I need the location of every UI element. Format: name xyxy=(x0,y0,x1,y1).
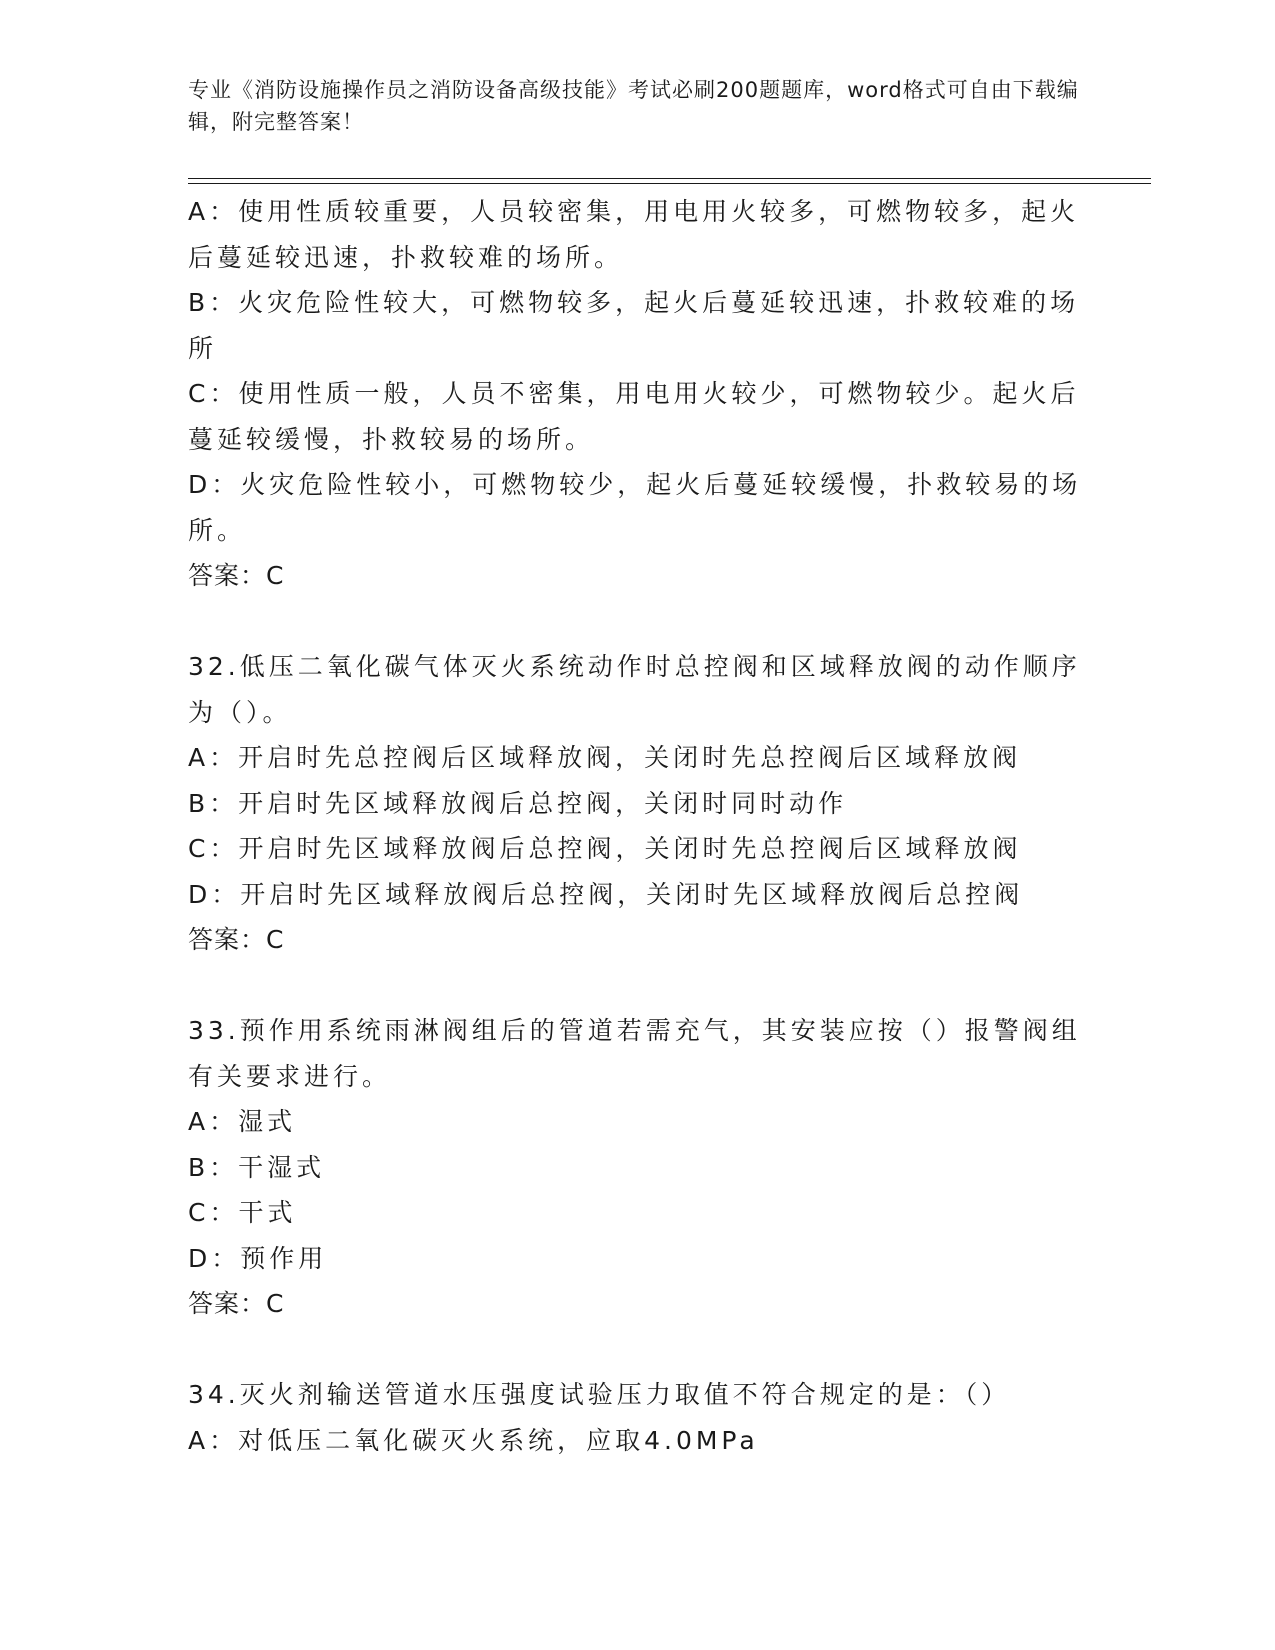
question-32 xyxy=(188,644,1088,963)
q33-option-b: B：干湿式 xyxy=(188,1152,326,1182)
q32-option-d: D：开启时先区域释放阀后总控阀，关闭时先区域释放阀后总控阀 xyxy=(188,879,1024,909)
q31-option-d-line2: 所。 xyxy=(188,515,247,545)
q33-option-d: D：预作用 xyxy=(188,1243,328,1273)
header-rule-top xyxy=(188,178,1151,179)
question-spacer xyxy=(188,1327,1088,1373)
q33-stem-line2: 有关要求进行。 xyxy=(188,1061,392,1091)
q31-option-a-line2: 后蔓延较迅速，扑救较难的场所。 xyxy=(188,242,624,272)
question-34 xyxy=(188,1372,1088,1463)
q33-option-a: A：湿式 xyxy=(188,1107,297,1136)
q32-stem-line1: 32.低压二氧化碳气体灭火系统动作时总控阀和区域释放阀的动作顺序 xyxy=(188,652,1081,681)
q31-option-d-line1: D：火灾危险性较小，可燃物较少，起火后蔓延较缓慢，扑救较易的场 xyxy=(188,470,1082,499)
q32-option-a: A：开启时先总控阀后区域释放阀，关闭时先总控阀后区域释放阀 xyxy=(188,743,1022,772)
q32-stem-line2: 为（）。 xyxy=(188,697,292,727)
header-rule-bottom xyxy=(188,183,1151,184)
q32-option-c: C：开启时先区域释放阀后总控阀，关闭时先总控阀后区域释放阀 xyxy=(188,834,1022,863)
q33-stem-line1: 33.预作用系统雨淋阀组后的管道若需充气，其安装应按（）报警阀组 xyxy=(188,1016,1081,1045)
question-spacer xyxy=(188,599,1088,645)
q32-answer: 答案：C xyxy=(188,925,285,954)
q34-stem: 34.灭火剂输送管道水压强度试验压力取值不符合规定的是：（） xyxy=(188,1380,1011,1409)
q31-option-a-line1: A：使用性质较重要，人员较密集，用电用火较多，可燃物较多，起火 xyxy=(188,197,1080,226)
page-header-title: 专业《消防设施操作员之消防设备高级技能》考试必刷200题题库，word格式可自由下载编辑，附完整答案！ xyxy=(188,78,1079,134)
q33-option-c: C：干式 xyxy=(188,1198,297,1227)
question-33 xyxy=(188,1008,1088,1327)
question-spacer xyxy=(188,963,1088,1009)
q31-option-b-line2: 所 xyxy=(188,333,218,363)
document-body xyxy=(188,189,1088,1463)
q31-answer: 答案：C xyxy=(188,561,285,590)
q31-option-c-line2: 蔓延较缓慢，扑救较易的场所。 xyxy=(188,424,595,454)
q33-answer: 答案：C xyxy=(188,1289,285,1318)
q34-option-a: A：对低压二氧化碳灭火系统，应取4.0MPa xyxy=(188,1425,759,1455)
question-31-continued xyxy=(188,189,1088,599)
q31-option-c-line1: C：使用性质一般，人员不密集，用电用火较少，可燃物较少。起火后 xyxy=(188,379,1080,408)
q31-option-b-line1: B：火灾危险性较大，可燃物较多，起火后蔓延较迅速，扑救较难的场 xyxy=(188,288,1080,317)
q32-option-b: B：开启时先区域释放阀后总控阀，关闭时同时动作 xyxy=(188,788,848,818)
